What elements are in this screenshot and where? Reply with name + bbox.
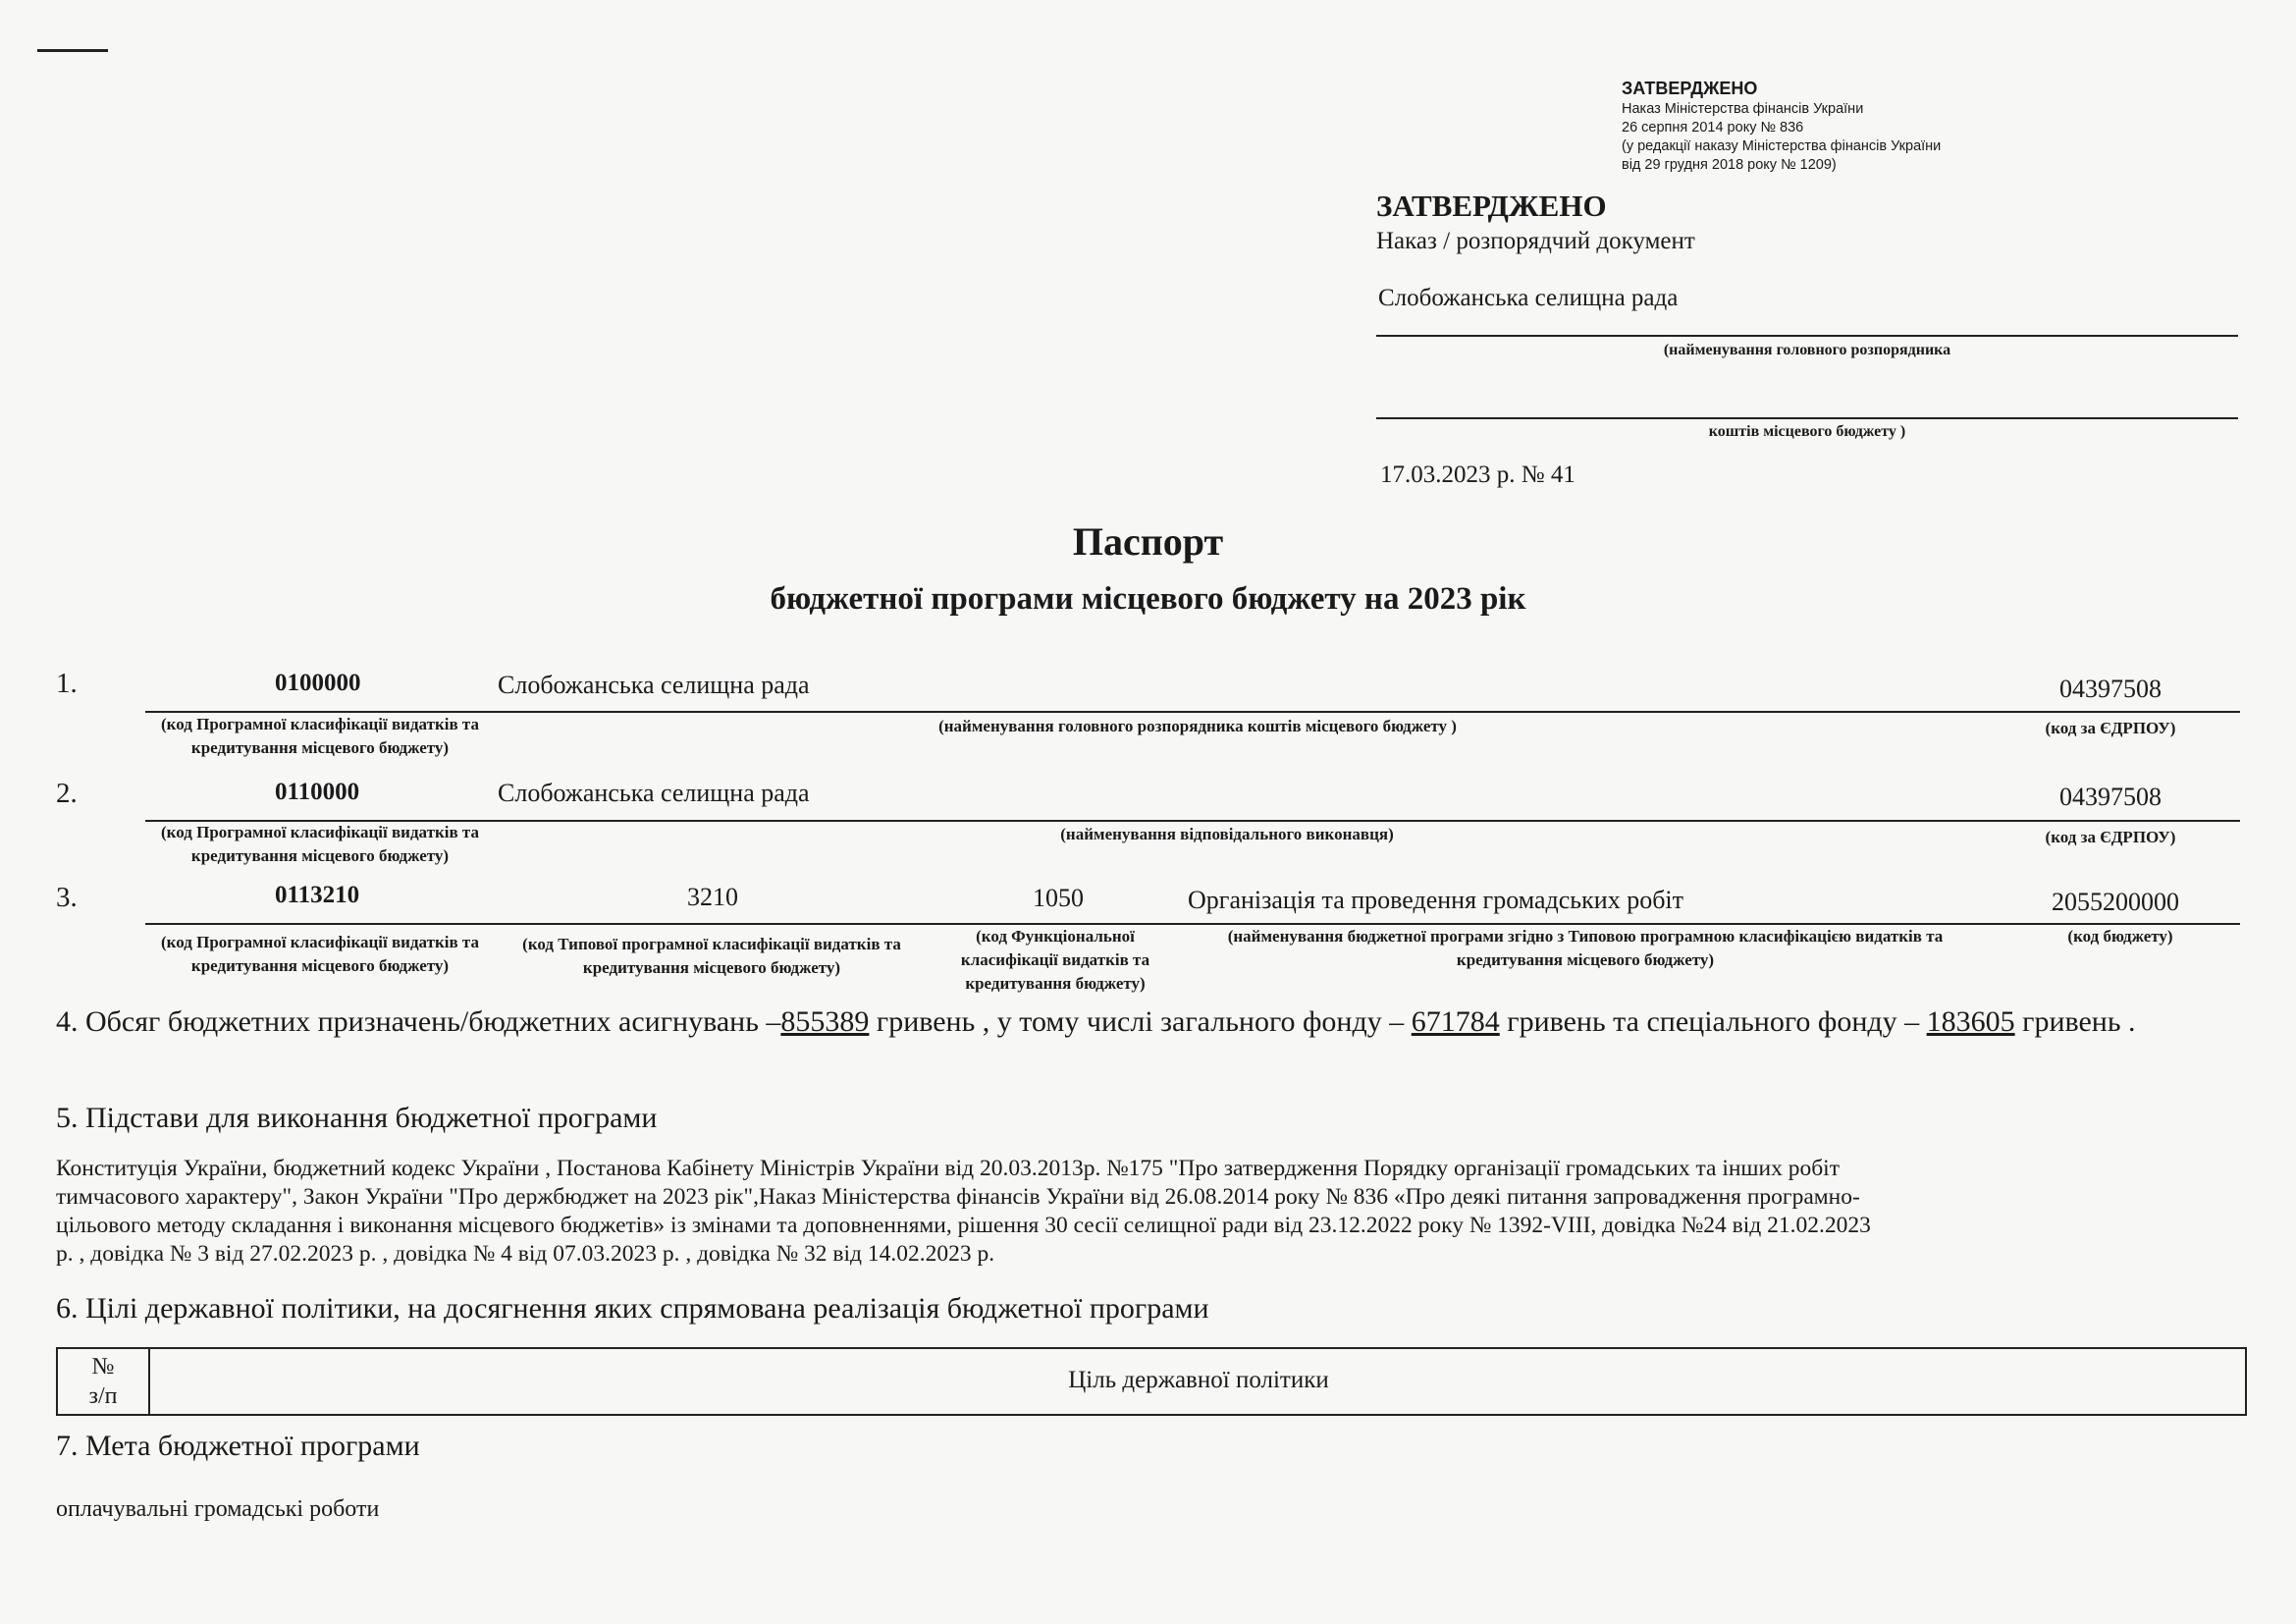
row2-name: Слобожанська селищна рада: [498, 779, 810, 807]
page-title: Паспорт: [1072, 519, 1224, 564]
row1-code: 0100000: [275, 670, 361, 696]
section7-text: оплачувальні громадські роботи: [56, 1496, 380, 1522]
approval-caption1: (найменування головного розпорядника: [1663, 342, 1951, 358]
approval-org-line2: [1376, 417, 2238, 419]
page-subtitle: бюджетної програми місцевого бюджету на 2023 рік: [770, 581, 1526, 617]
section4-special-fund: 183605: [1926, 1005, 2015, 1038]
section4-part4: гривень .: [2014, 1005, 2136, 1038]
section5-body: [56, 1155, 2255, 1269]
approval-order: Наказ / розпорядчий документ: [1376, 228, 1695, 254]
row3-cap-name: (найменування бюджетної програми згідно з Типовою програмною класифікацією видатків та кредитування місцевого бюджету): [1227, 927, 1944, 969]
row2-edrpou: 04397508: [2059, 783, 2162, 811]
table-header-num-1: №: [91, 1354, 115, 1380]
row1-name: Слобожанська селищна рада: [498, 671, 810, 699]
row3-cap-budget: (код бюджету): [2067, 927, 2173, 946]
section5-line4: р. , довідка № 3 від 27.02.2023 р. , довідка № 4 від 07.03.2023 р. , довідка № 32 від 14.02.2023 р.: [56, 1241, 995, 1267]
row3-budget-code: 2055200000: [2052, 888, 2179, 916]
section5-line3: цільового методу складання і виконання місцевого бюджетів» із змінами та доповненнями, рішення 30 сесії селищної ради від 23.12.2022 року № 1392-VIII, довідка №24 від 21.02.2023: [56, 1213, 1871, 1238]
approval-top-line1: Наказ Міністерства фінансів України: [1622, 101, 1864, 117]
row1-cap-edrpou: (код за ЄДРПОУ): [2045, 719, 2176, 737]
row3-program-name: Організація та проведення громадських робіт: [1188, 886, 1684, 914]
section4-general-fund: 671784: [1411, 1005, 1500, 1038]
section5-line2: тимчасового характеру", Закон України "Про держбюджет на 2023 рік",Наказ Міністерства фінансів України від 26.08.2014 року № 836 «Про деякі питання запровадження програмно-: [56, 1184, 1860, 1210]
row3-functional-code: 1050: [1033, 884, 1084, 912]
section4-total: 855389: [780, 1005, 870, 1038]
section4-part3: гривень та спеціального фонду –: [1499, 1005, 1920, 1038]
section4-part2: гривень , у тому числі загального фонду –: [869, 1005, 1412, 1038]
approval-main-title: ЗАТВЕРДЖЕНО: [1376, 189, 1607, 223]
row1-number: 1.: [56, 668, 78, 699]
scan-mark: [37, 49, 108, 52]
table-header-num: [58, 1349, 150, 1414]
row2-cap-edrpou: (код за ЄДРПОУ): [2045, 828, 2176, 846]
section5-title: 5. Підстави для виконання бюджетної програми: [56, 1102, 658, 1134]
approval-top-title: ЗАТВЕРДЖЕНО: [1622, 79, 1758, 98]
section4-part1: 4. Обсяг бюджетних призначень/бюджетних асигнувань –: [56, 1005, 781, 1038]
row3-cap-functional: (код Функціональної класифікації видатків та кредитування бюджету): [960, 927, 1150, 993]
row2-cap-name: (найменування відповідального виконавця): [1060, 825, 1394, 843]
section7-title: 7. Мета бюджетної програми: [56, 1430, 420, 1462]
section5-line1: Конституція України, бюджетний кодекс України , Постанова Кабінету Міністрів України від 20.03.2013р. №175 "Про затвердження Порядку організації громадських та інших робіт: [56, 1156, 1840, 1181]
row2-cap-code: (код Програмної класифікації видатків та кредитування місцевого бюджету): [161, 823, 479, 865]
row1-cap-code: (код Програмної класифікації видатків та кредитування місцевого бюджету): [161, 715, 479, 757]
table-header-num-2: з/п: [88, 1383, 118, 1409]
approval-org-line: [1376, 335, 2238, 337]
row3-cap-typical: (код Типової програмної класифікації видатків та кредитування місцевого бюджету): [522, 935, 901, 977]
table-header-goal: Ціль державної політики: [1068, 1367, 1329, 1393]
row3-number: 3.: [56, 882, 78, 913]
approval-top-block: [1622, 77, 2093, 175]
row1-edrpou: 04397508: [2059, 675, 2162, 703]
approval-caption2: коштів місцевого бюджету ): [1708, 423, 1906, 440]
row2-code: 0110000: [275, 779, 360, 805]
approval-date: 17.03.2023 р. № 41: [1380, 461, 1575, 488]
section6-title: 6. Цілі державної політики, на досягнення яких спрямована реалізація бюджетної програми: [56, 1292, 1209, 1325]
row3-cap-code: (код Програмної класифікації видатків та кредитування місцевого бюджету): [161, 933, 479, 975]
approval-top-line4: від 29 грудня 2018 року № 1209): [1622, 157, 1837, 173]
section4-text: [56, 1005, 2237, 1039]
approval-top-line2: 26 серпня 2014 року № 836: [1622, 120, 1804, 135]
approval-top-line3: (у редакції наказу Міністерства фінансів України: [1622, 138, 1942, 154]
row2-number: 2.: [56, 778, 78, 809]
policy-goals-table: [56, 1347, 2247, 1416]
row3-typical-code: 3210: [687, 883, 738, 911]
row1-cap-name: (найменування головного розпорядника коштів місцевого бюджету ): [938, 717, 1457, 735]
approval-org: Слобожанська селищна рада: [1378, 285, 1679, 311]
row3-code: 0113210: [275, 882, 360, 908]
